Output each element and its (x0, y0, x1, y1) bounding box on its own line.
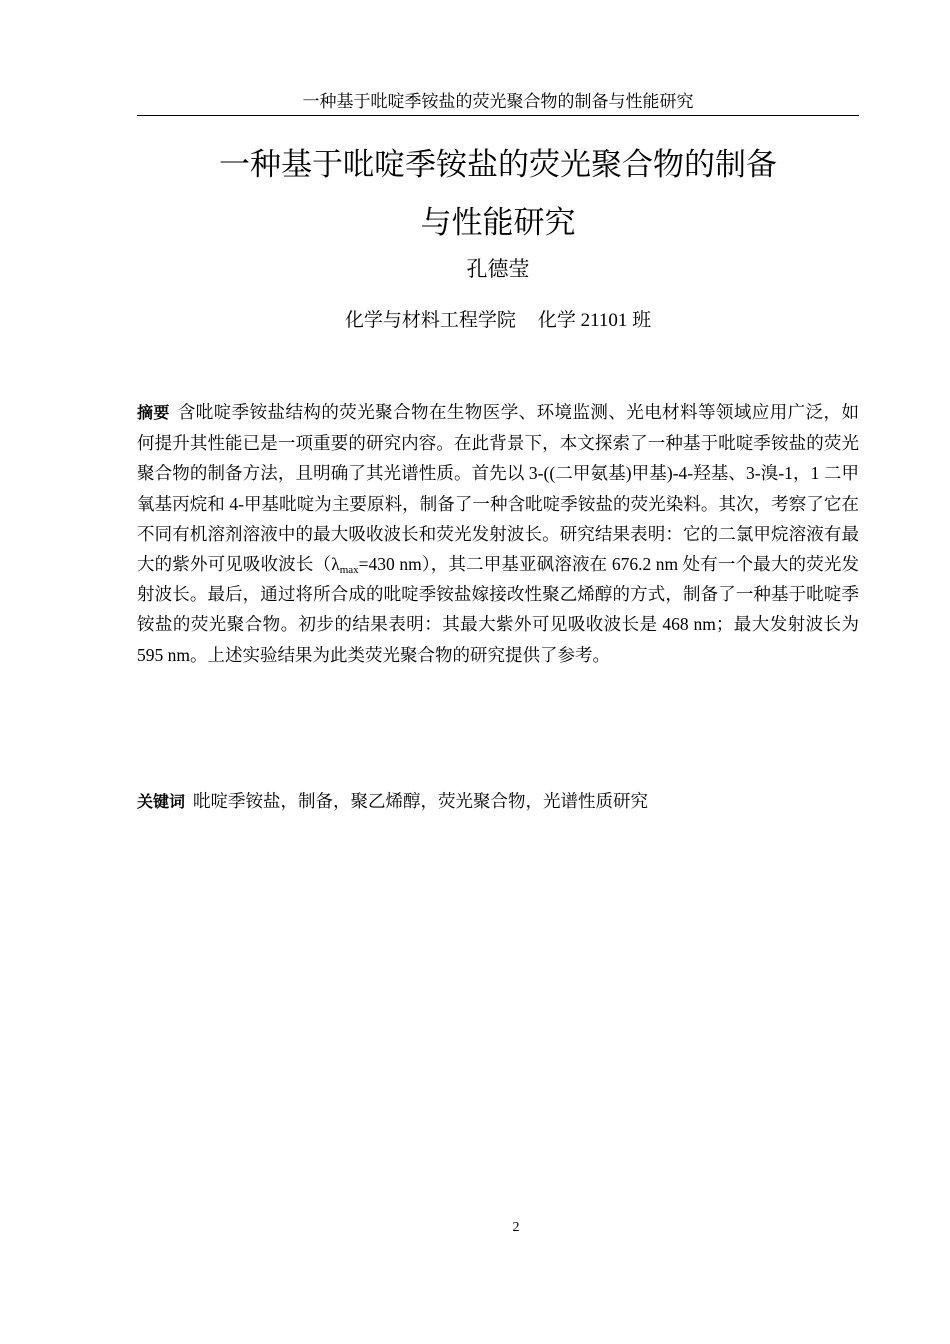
paper-title (137, 136, 859, 252)
author-name: 孔德莹 (466, 257, 530, 281)
lambda-symbol: λ (331, 554, 340, 575)
class-name: 化学 21101 班 (537, 310, 652, 331)
abstract-text-part2: =430 nm），其二甲基亚砜溶液在 676.2 nm 处有一个最大的荧光发射波长。最后，通过将所合成的吡啶季铵盐嫁接改性聚乙烯醇的方式，制备了一种基于吡啶季铵盐的荧光聚合物。初步的结果表明：其最大紫外可见吸收波长是 468 nm；最大发射波长为 595 nm。上述实验结果为此类荧光聚合物的研究提供了参考。 (137, 554, 860, 665)
abstract (137, 397, 859, 670)
keywords-label: 关键词 (137, 792, 186, 811)
abstract-text-part1: 含吡啶季铵盐结构的荧光聚合物在生物医学、环境监测、光电材料等领域应用广泛，如何提升其性能已是一项重要的研究内容。在此背景下，本文探索了一种基于吡啶季铵盐的荧光聚合物的制备方法，且明确了其光谱性质。首先以 3-((二甲氨基)甲基)-4-羟基、3-溴-1，1 二甲氧基丙烷和 4-甲基吡啶为主要原料，制备了一种含吡啶季铵盐的荧光染料。其次，考察了它在不同有机溶剂溶液中的最大吸收波长和荧光发射波长。研究结果表明：它的二氯甲烷溶液有最大的紫外可见吸收波长（ (137, 402, 859, 575)
running-title: 一种基于吡啶季铵盐的荧光聚合物的制备与性能研究 (302, 92, 694, 111)
school-name: 化学与材料工程学院 (344, 310, 516, 331)
title-line-2: 与性能研究 (420, 205, 576, 241)
page-number: 2 (512, 1220, 520, 1235)
affiliation (137, 306, 859, 336)
keywords (137, 786, 859, 817)
title-line-1: 一种基于吡啶季铵盐的荧光聚合物的制备 (219, 147, 777, 183)
lambda-subscript: max (339, 564, 359, 577)
keywords-text: 吡啶季铵盐，制备，聚乙烯醇，荧光聚合物，光谱性质研究 (193, 791, 649, 811)
running-header (137, 90, 859, 116)
abstract-label: 摘要 (137, 403, 170, 422)
